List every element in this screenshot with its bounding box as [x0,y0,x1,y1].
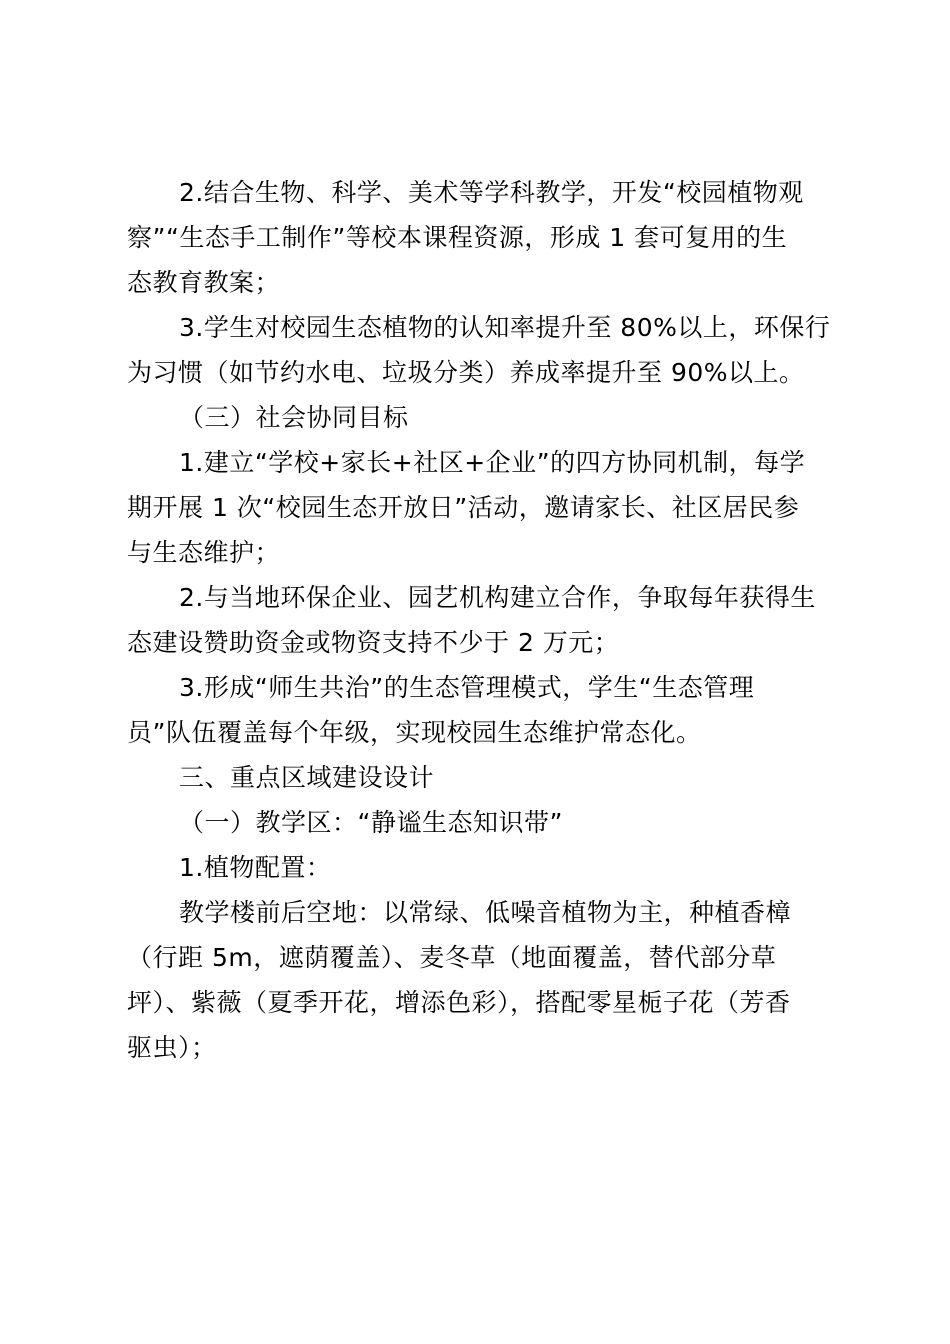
heading-plant-configuration [127,845,837,890]
text-line: 态教育教案； [127,268,281,297]
text-line: 3.学生对校园生态植物的认知率提升至 80%以上，环保行 [179,313,831,342]
heading-teaching-area [127,800,837,845]
text-line: 1.建立“学校+家长+社区+企业”的四方协同机制，每学 [179,448,806,477]
text-line: （三）社会协同目标 [179,403,409,432]
text-line: 驱虫）； [127,1033,217,1062]
text-line: 坪）、紫薇（夏季开花，增添色彩），搭配零星栀子花（芳香 [127,988,791,1017]
text-line: （一）教学区：“静谧生态知识带” [179,808,563,837]
text-line: 察”“生态手工制作”等校本课程资源，形成 1 套可复用的生 [127,223,788,252]
paragraph-collab-3-management [127,665,837,755]
text-line: 为习惯（如节约水电、垃圾分类）养成率提升至 90%以上。 [127,358,805,387]
text-line: 2.结合生物、科学、美术等学科教学，开发“校园植物观 [179,178,804,207]
paragraph-collab-1-mechanism [127,440,837,575]
text-line: 态建设赞助资金或物资支持不少于 2 万元； [127,628,620,657]
paragraph-teaching-building-planting [127,890,837,1070]
heading-social-collaboration-goals [127,395,837,440]
paragraph-collab-2-partnership [127,575,837,665]
text-line: 2.与当地环保企业、园艺机构建立合作，争取每年获得生 [179,583,816,612]
paragraph-goal-3-awareness [127,305,837,395]
text-line: 教学楼前后空地：以常绿、低噪音植物为主，种植香樟 [179,898,792,927]
text-line: （行距 5m，遮荫覆盖）、麦冬草（地面覆盖，替代部分草 [127,943,777,972]
text-line: 1.植物配置： [179,853,332,882]
heading-key-area-design [127,755,837,800]
text-line: 3.形成“师生共治”的生态管理模式，学生“生态管理 [179,673,755,702]
text-line: 期开展 1 次“校园生态开放日”活动，邀请家长、社区居民参 [127,493,800,522]
paragraph-goal-2-curriculum [127,170,837,305]
text-line: 员”队伍覆盖每个年级，实现校园生态维护常态化。 [127,718,702,747]
text-line: 与生态维护； [127,538,281,567]
text-line: 三、重点区域建设设计 [179,763,435,792]
document-body [127,170,837,1070]
